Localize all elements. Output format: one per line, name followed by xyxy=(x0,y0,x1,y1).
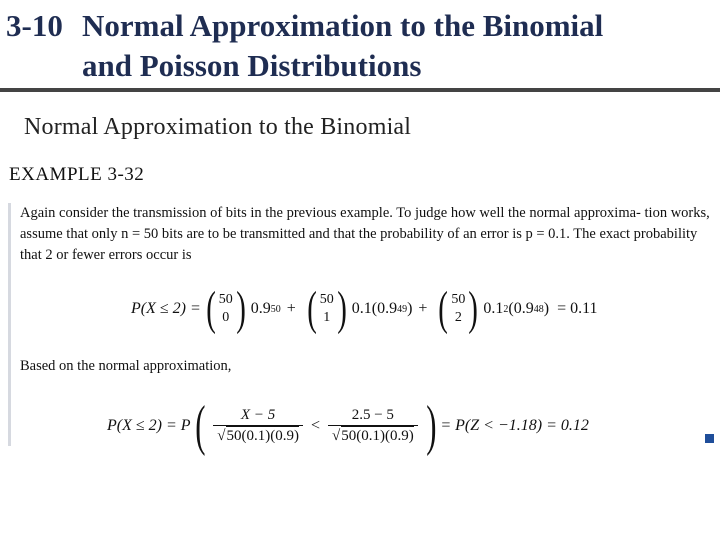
term3-exp1: 2 xyxy=(503,303,509,315)
exact-probability-equation xyxy=(131,282,598,335)
term3-mid: (0.9 xyxy=(508,300,534,317)
term2-close: ) xyxy=(407,300,413,317)
term2-exp: 49 xyxy=(397,303,408,315)
term3-exp2: 48 xyxy=(533,303,544,315)
frac1-numerator: X − 5 xyxy=(240,407,276,423)
eq2-rhs: = P(Z < −1.18) = 0.12 xyxy=(440,417,589,434)
binom3-top: 50 xyxy=(451,292,466,307)
example-paragraph: Again consider the transmission of bits in the previous example. To judge how well the normal approxima- tion works, assume that only n = 50 bits are to be transmitted and that the probability of an error is p = 0.1. The exact probability that 2 or fewer errors occur is xyxy=(20,205,710,263)
term3-tail: 0.1 xyxy=(483,300,504,317)
binom3-bottom: 2 xyxy=(454,310,462,325)
eq1-result: = 0.11 xyxy=(557,300,598,317)
section-number: 3-10 xyxy=(6,8,63,43)
term1-exp: 50 xyxy=(270,303,281,315)
binomial-coefficient: ( 50 0 ) xyxy=(205,282,246,335)
binomial-coefficient: ( 50 2 ) xyxy=(438,282,479,335)
normal-approx-equation: P(X ≤ 2) = P ( $\frac{X - 5}{√50(0.1)(0.9)}$ < $\frac{2.5 - 5}{√50(0.1)(0.9)}$ ) = P(Z < −1.18) = 0.12 xyxy=(107,395,589,457)
plus-sign: + xyxy=(418,300,428,317)
normal-approx-intro: Based on the normal approximation, xyxy=(20,358,232,374)
eq2-lhs: P(X ≤ 2) = P xyxy=(107,417,191,434)
slide-bullet-square xyxy=(705,434,714,443)
fraction: $\frac{2.5 - 5}{√50(0.1)(0.9)}$ xyxy=(328,406,418,446)
binom1-bottom: 0 xyxy=(222,310,230,325)
title-line-1: Normal Approximation to the Binomial xyxy=(82,8,604,43)
frac2-numerator: 2.5 − 5 xyxy=(351,407,394,423)
title-line-2: and Poisson Distributions xyxy=(82,48,422,83)
slide-subtitle: Normal Approximation to the Binomial xyxy=(24,114,412,140)
less-than-sign: < xyxy=(310,417,320,434)
plus-sign: + xyxy=(286,300,296,317)
frac1-denominator: 50(0.1)(0.9) xyxy=(226,428,299,444)
term2-tail: 0.1(0.9 xyxy=(351,300,398,317)
term3-close: ) xyxy=(543,300,550,317)
example-sidebar xyxy=(8,203,11,446)
binom2-bottom: 1 xyxy=(323,310,331,325)
eq1-lhs: P(X ≤ 2) = xyxy=(131,300,201,317)
slide-title xyxy=(6,6,716,86)
binom2-top: 50 xyxy=(319,292,334,307)
title-divider xyxy=(0,88,720,92)
example-label: EXAMPLE 3-32 xyxy=(9,164,145,185)
fraction: $\frac{X - 5}{√50(0.1)(0.9)}$ xyxy=(213,406,303,446)
binomial-coefficient: ( 50 1 ) xyxy=(306,282,347,335)
frac2-denominator: 50(0.1)(0.9) xyxy=(341,428,414,444)
binom1-top: 50 xyxy=(218,292,233,307)
term1-tail: 0.9 xyxy=(250,300,271,317)
